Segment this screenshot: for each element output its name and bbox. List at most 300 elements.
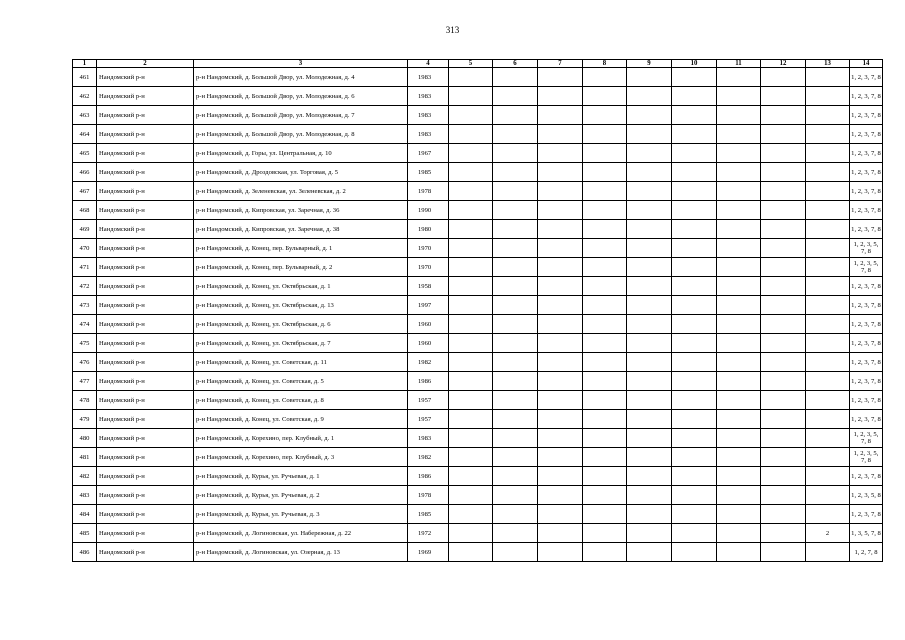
year-cell: 1960 — [408, 315, 449, 334]
col13-cell — [806, 68, 850, 87]
address-cell: р-н Нандомский, д. Корехино, пер. Клубный, д. 3 — [194, 448, 408, 467]
year-cell: 1982 — [408, 353, 449, 372]
empty-cell-7 — [538, 277, 583, 296]
empty-cell-8 — [583, 429, 627, 448]
empty-cell-11 — [717, 391, 761, 410]
column-header-12: 12 — [761, 60, 806, 68]
district-cell: Нандомский р-н — [97, 486, 194, 505]
table-row — [73, 505, 883, 524]
district-cell: Нандомский р-н — [97, 125, 194, 144]
col13-cell — [806, 201, 850, 220]
col14-cell: 1, 2, 3, 7, 8 — [850, 334, 883, 353]
column-header-11: 11 — [717, 60, 761, 68]
district-cell: Нандомский р-н — [97, 68, 194, 87]
empty-cell-10 — [672, 258, 717, 277]
empty-cell-6 — [493, 144, 538, 163]
district-cell: Нандомский р-н — [97, 144, 194, 163]
row-number: 463 — [73, 106, 97, 125]
table-row — [73, 182, 883, 201]
address-cell: р-н Нандомский, д. Зеленевская, ул. Зеленевская, д. 2 — [194, 182, 408, 201]
empty-cell-7 — [538, 106, 583, 125]
empty-cell-9 — [627, 524, 672, 543]
col14-cell: 1, 2, 3, 5, 7, 8 — [850, 239, 883, 258]
empty-cell-10 — [672, 353, 717, 372]
empty-cell-8 — [583, 524, 627, 543]
empty-cell-10 — [672, 201, 717, 220]
address-cell: р-н Нандомский, д. Большой Двор, ул. Молодежная, д. 4 — [194, 68, 408, 87]
empty-cell-6 — [493, 353, 538, 372]
empty-cell-5 — [449, 239, 493, 258]
table-row — [73, 296, 883, 315]
year-cell: 1986 — [408, 372, 449, 391]
empty-cell-11 — [717, 410, 761, 429]
district-cell: Нандомский р-н — [97, 258, 194, 277]
table-row — [73, 334, 883, 353]
col14-cell: 1, 2, 3, 7, 8 — [850, 106, 883, 125]
address-cell: р-н Нандомский, д. Конец, ул. Советская, д. 11 — [194, 353, 408, 372]
empty-cell-9 — [627, 505, 672, 524]
col13-cell — [806, 429, 850, 448]
empty-cell-11 — [717, 505, 761, 524]
empty-cell-6 — [493, 372, 538, 391]
empty-cell-7 — [538, 448, 583, 467]
col13-cell — [806, 505, 850, 524]
empty-cell-12 — [761, 448, 806, 467]
row-number: 486 — [73, 543, 97, 562]
empty-cell-12 — [761, 182, 806, 201]
empty-cell-12 — [761, 68, 806, 87]
empty-cell-7 — [538, 68, 583, 87]
column-header-10: 10 — [672, 60, 717, 68]
empty-cell-6 — [493, 68, 538, 87]
empty-cell-10 — [672, 315, 717, 334]
row-number: 482 — [73, 467, 97, 486]
empty-cell-6 — [493, 106, 538, 125]
empty-cell-10 — [672, 144, 717, 163]
empty-cell-7 — [538, 182, 583, 201]
table-row — [73, 391, 883, 410]
table-row — [73, 467, 883, 486]
year-cell: 1990 — [408, 201, 449, 220]
empty-cell-8 — [583, 277, 627, 296]
empty-cell-5 — [449, 315, 493, 334]
year-cell: 1982 — [408, 448, 449, 467]
empty-cell-9 — [627, 410, 672, 429]
row-number: 480 — [73, 429, 97, 448]
empty-cell-5 — [449, 125, 493, 144]
year-cell: 1985 — [408, 163, 449, 182]
year-cell: 1978 — [408, 486, 449, 505]
district-cell: Нандомский р-н — [97, 410, 194, 429]
empty-cell-6 — [493, 486, 538, 505]
empty-cell-12 — [761, 220, 806, 239]
empty-cell-6 — [493, 448, 538, 467]
empty-cell-7 — [538, 163, 583, 182]
district-cell: Нандомский р-н — [97, 505, 194, 524]
empty-cell-9 — [627, 87, 672, 106]
empty-cell-12 — [761, 524, 806, 543]
row-number: 464 — [73, 125, 97, 144]
address-cell: р-н Нандомский, д. Конец, ул. Октябрьская, д. 6 — [194, 315, 408, 334]
column-header-1: 1 — [73, 60, 97, 68]
table-row — [73, 258, 883, 277]
table-row — [73, 163, 883, 182]
empty-cell-8 — [583, 144, 627, 163]
col13-cell — [806, 372, 850, 391]
empty-cell-10 — [672, 410, 717, 429]
column-header-3: 3 — [194, 60, 408, 68]
empty-cell-8 — [583, 220, 627, 239]
district-cell: Нандомский р-н — [97, 543, 194, 562]
row-number: 461 — [73, 68, 97, 87]
col14-cell: 1, 2, 3, 5, 7, 8 — [850, 448, 883, 467]
empty-cell-7 — [538, 467, 583, 486]
empty-cell-7 — [538, 486, 583, 505]
row-number: 470 — [73, 239, 97, 258]
empty-cell-9 — [627, 106, 672, 125]
empty-cell-7 — [538, 391, 583, 410]
empty-cell-5 — [449, 258, 493, 277]
empty-cell-10 — [672, 220, 717, 239]
empty-cell-11 — [717, 144, 761, 163]
empty-cell-10 — [672, 467, 717, 486]
col13-cell — [806, 239, 850, 258]
column-header-7: 7 — [538, 60, 583, 68]
empty-cell-10 — [672, 429, 717, 448]
empty-cell-12 — [761, 201, 806, 220]
empty-cell-6 — [493, 201, 538, 220]
col13-cell — [806, 353, 850, 372]
empty-cell-8 — [583, 543, 627, 562]
year-cell: 1985 — [408, 505, 449, 524]
empty-cell-11 — [717, 296, 761, 315]
district-cell: Нандомский р-н — [97, 372, 194, 391]
address-cell: р-н Нандомский, д. Корехино, пер. Клубный, д. 1 — [194, 429, 408, 448]
address-cell: р-н Нандомский, д. Конец, ул. Советская, д. 5 — [194, 372, 408, 391]
empty-cell-9 — [627, 277, 672, 296]
empty-cell-11 — [717, 543, 761, 562]
col13-cell — [806, 448, 850, 467]
empty-cell-12 — [761, 372, 806, 391]
empty-cell-8 — [583, 486, 627, 505]
column-header-5: 5 — [449, 60, 493, 68]
empty-cell-8 — [583, 372, 627, 391]
table-row — [73, 524, 883, 543]
empty-cell-11 — [717, 486, 761, 505]
empty-cell-7 — [538, 372, 583, 391]
empty-cell-8 — [583, 448, 627, 467]
empty-cell-5 — [449, 68, 493, 87]
empty-cell-6 — [493, 125, 538, 144]
housing-table — [72, 59, 883, 562]
empty-cell-8 — [583, 315, 627, 334]
empty-cell-9 — [627, 296, 672, 315]
empty-cell-5 — [449, 505, 493, 524]
table-row — [73, 201, 883, 220]
empty-cell-11 — [717, 182, 761, 201]
table-row — [73, 239, 883, 258]
col14-cell: 1, 2, 3, 7, 8 — [850, 296, 883, 315]
table-header-row — [73, 60, 883, 68]
col13-cell — [806, 87, 850, 106]
empty-cell-11 — [717, 467, 761, 486]
table-row — [73, 543, 883, 562]
empty-cell-7 — [538, 296, 583, 315]
empty-cell-10 — [672, 486, 717, 505]
col14-cell: 1, 2, 3, 7, 8 — [850, 410, 883, 429]
empty-cell-10 — [672, 505, 717, 524]
empty-cell-5 — [449, 106, 493, 125]
row-number: 485 — [73, 524, 97, 543]
empty-cell-10 — [672, 296, 717, 315]
empty-cell-9 — [627, 372, 672, 391]
col13-cell — [806, 486, 850, 505]
empty-cell-12 — [761, 258, 806, 277]
empty-cell-11 — [717, 258, 761, 277]
empty-cell-6 — [493, 505, 538, 524]
empty-cell-5 — [449, 524, 493, 543]
empty-cell-8 — [583, 87, 627, 106]
empty-cell-9 — [627, 239, 672, 258]
col14-cell: 1, 2, 3, 7, 8 — [850, 353, 883, 372]
table-row — [73, 87, 883, 106]
empty-cell-11 — [717, 334, 761, 353]
col14-cell: 1, 2, 3, 7, 8 — [850, 182, 883, 201]
col13-cell — [806, 391, 850, 410]
address-cell: р-н Нандомский, д. Курья, ул. Ручьевая, д. 2 — [194, 486, 408, 505]
empty-cell-9 — [627, 144, 672, 163]
empty-cell-11 — [717, 429, 761, 448]
col14-cell: 1, 2, 3, 7, 8 — [850, 391, 883, 410]
empty-cell-6 — [493, 524, 538, 543]
col13-cell — [806, 334, 850, 353]
empty-cell-8 — [583, 467, 627, 486]
address-cell: р-н Нандомский, д. Логиновская, ул. Набережная, д. 22 — [194, 524, 408, 543]
empty-cell-10 — [672, 163, 717, 182]
empty-cell-10 — [672, 543, 717, 562]
col13-cell: 2 — [806, 524, 850, 543]
page-number: 313 — [445, 25, 460, 35]
empty-cell-9 — [627, 429, 672, 448]
district-cell: Нандомский р-н — [97, 524, 194, 543]
col14-cell: 1, 2, 3, 5, 8 — [850, 486, 883, 505]
table-row — [73, 372, 883, 391]
col14-cell: 1, 3, 5, 7, 8 — [850, 524, 883, 543]
empty-cell-6 — [493, 543, 538, 562]
empty-cell-12 — [761, 429, 806, 448]
empty-cell-6 — [493, 239, 538, 258]
table-row — [73, 410, 883, 429]
table-body — [73, 68, 883, 562]
empty-cell-5 — [449, 448, 493, 467]
address-cell: р-н Нандомский, д. Большой Двор, ул. Молодежная, д. 6 — [194, 87, 408, 106]
empty-cell-6 — [493, 296, 538, 315]
col13-cell — [806, 182, 850, 201]
empty-cell-8 — [583, 201, 627, 220]
year-cell: 1983 — [408, 87, 449, 106]
col13-cell — [806, 315, 850, 334]
empty-cell-11 — [717, 163, 761, 182]
empty-cell-7 — [538, 144, 583, 163]
empty-cell-6 — [493, 87, 538, 106]
col13-cell — [806, 144, 850, 163]
address-cell: р-н Нандомский, д. Конец, ул. Октябрьская, д. 13 — [194, 296, 408, 315]
empty-cell-8 — [583, 125, 627, 144]
empty-cell-8 — [583, 505, 627, 524]
row-number: 472 — [73, 277, 97, 296]
empty-cell-7 — [538, 315, 583, 334]
district-cell: Нандомский р-н — [97, 201, 194, 220]
empty-cell-10 — [672, 68, 717, 87]
column-header-13: 13 — [806, 60, 850, 68]
address-cell: р-н Нандомский, д. Конец, пер. Бульварный, д. 1 — [194, 239, 408, 258]
col13-cell — [806, 543, 850, 562]
empty-cell-11 — [717, 277, 761, 296]
row-number: 479 — [73, 410, 97, 429]
empty-cell-10 — [672, 87, 717, 106]
empty-cell-9 — [627, 543, 672, 562]
empty-cell-6 — [493, 182, 538, 201]
empty-cell-7 — [538, 125, 583, 144]
district-cell: Нандомский р-н — [97, 448, 194, 467]
col13-cell — [806, 220, 850, 239]
col14-cell: 1, 2, 3, 7, 8 — [850, 315, 883, 334]
year-cell: 1983 — [408, 106, 449, 125]
empty-cell-7 — [538, 543, 583, 562]
col14-cell: 1, 2, 3, 7, 8 — [850, 163, 883, 182]
empty-cell-12 — [761, 315, 806, 334]
empty-cell-5 — [449, 410, 493, 429]
empty-cell-8 — [583, 410, 627, 429]
table-row — [73, 353, 883, 372]
empty-cell-11 — [717, 106, 761, 125]
col14-cell: 1, 2, 3, 7, 8 — [850, 277, 883, 296]
district-cell: Нандомский р-н — [97, 182, 194, 201]
column-header-9: 9 — [627, 60, 672, 68]
empty-cell-5 — [449, 277, 493, 296]
table-row — [73, 106, 883, 125]
year-cell: 1980 — [408, 220, 449, 239]
col13-cell — [806, 106, 850, 125]
empty-cell-8 — [583, 182, 627, 201]
table-row — [73, 277, 883, 296]
col14-cell: 1, 2, 3, 7, 8 — [850, 125, 883, 144]
year-cell: 1997 — [408, 296, 449, 315]
empty-cell-12 — [761, 239, 806, 258]
empty-cell-8 — [583, 68, 627, 87]
empty-cell-9 — [627, 315, 672, 334]
empty-cell-12 — [761, 486, 806, 505]
empty-cell-12 — [761, 505, 806, 524]
empty-cell-6 — [493, 467, 538, 486]
table-row — [73, 486, 883, 505]
empty-cell-9 — [627, 391, 672, 410]
empty-cell-10 — [672, 182, 717, 201]
empty-cell-10 — [672, 125, 717, 144]
table-row — [73, 125, 883, 144]
address-cell: р-н Нандомский, д. Конец, ул. Октябрьская, д. 1 — [194, 277, 408, 296]
column-header-2: 2 — [97, 60, 194, 68]
row-number: 475 — [73, 334, 97, 353]
table-row — [73, 315, 883, 334]
table-row — [73, 429, 883, 448]
column-header-6: 6 — [493, 60, 538, 68]
empty-cell-12 — [761, 296, 806, 315]
col13-cell — [806, 410, 850, 429]
district-cell: Нандомский р-н — [97, 296, 194, 315]
empty-cell-12 — [761, 87, 806, 106]
empty-cell-7 — [538, 201, 583, 220]
empty-cell-10 — [672, 372, 717, 391]
empty-cell-9 — [627, 163, 672, 182]
row-number: 471 — [73, 258, 97, 277]
table-row — [73, 448, 883, 467]
year-cell: 1957 — [408, 410, 449, 429]
empty-cell-11 — [717, 125, 761, 144]
empty-cell-12 — [761, 543, 806, 562]
col14-cell: 1, 2, 3, 7, 8 — [850, 220, 883, 239]
empty-cell-11 — [717, 372, 761, 391]
year-cell: 1970 — [408, 239, 449, 258]
empty-cell-5 — [449, 391, 493, 410]
empty-cell-7 — [538, 258, 583, 277]
empty-cell-6 — [493, 258, 538, 277]
row-number: 477 — [73, 372, 97, 391]
year-cell: 1972 — [408, 524, 449, 543]
empty-cell-7 — [538, 353, 583, 372]
empty-cell-9 — [627, 258, 672, 277]
col14-cell: 1, 2, 3, 7, 8 — [850, 467, 883, 486]
col14-cell: 1, 2, 3, 5, 7, 8 — [850, 258, 883, 277]
row-number: 466 — [73, 163, 97, 182]
empty-cell-9 — [627, 125, 672, 144]
year-cell: 1983 — [408, 429, 449, 448]
empty-cell-5 — [449, 543, 493, 562]
empty-cell-8 — [583, 239, 627, 258]
empty-cell-12 — [761, 467, 806, 486]
empty-cell-8 — [583, 163, 627, 182]
address-cell: р-н Нандомский, д. Логиновская, ул. Озерная, д. 13 — [194, 543, 408, 562]
empty-cell-12 — [761, 391, 806, 410]
district-cell: Нандомский р-н — [97, 163, 194, 182]
col13-cell — [806, 467, 850, 486]
table-row — [73, 68, 883, 87]
col13-cell — [806, 277, 850, 296]
empty-cell-7 — [538, 220, 583, 239]
empty-cell-9 — [627, 467, 672, 486]
empty-cell-6 — [493, 334, 538, 353]
empty-cell-9 — [627, 201, 672, 220]
empty-cell-12 — [761, 277, 806, 296]
empty-cell-12 — [761, 334, 806, 353]
empty-cell-5 — [449, 87, 493, 106]
column-header-4: 4 — [408, 60, 449, 68]
empty-cell-11 — [717, 524, 761, 543]
empty-cell-7 — [538, 524, 583, 543]
empty-cell-11 — [717, 239, 761, 258]
year-cell: 1986 — [408, 467, 449, 486]
year-cell: 1958 — [408, 277, 449, 296]
empty-cell-12 — [761, 410, 806, 429]
address-cell: р-н Нандомский, д. Горы, ул. Центральная, д. 10 — [194, 144, 408, 163]
address-cell: р-н Нандомский, д. Кипровская, ул. Заречная, д. 36 — [194, 201, 408, 220]
col14-cell: 1, 2, 3, 5, 7, 8 — [850, 429, 883, 448]
empty-cell-5 — [449, 467, 493, 486]
empty-cell-6 — [493, 277, 538, 296]
address-cell: р-н Нандомский, д. Конец, ул. Советская, д. 8 — [194, 391, 408, 410]
district-cell: Нандомский р-н — [97, 467, 194, 486]
row-number: 468 — [73, 201, 97, 220]
